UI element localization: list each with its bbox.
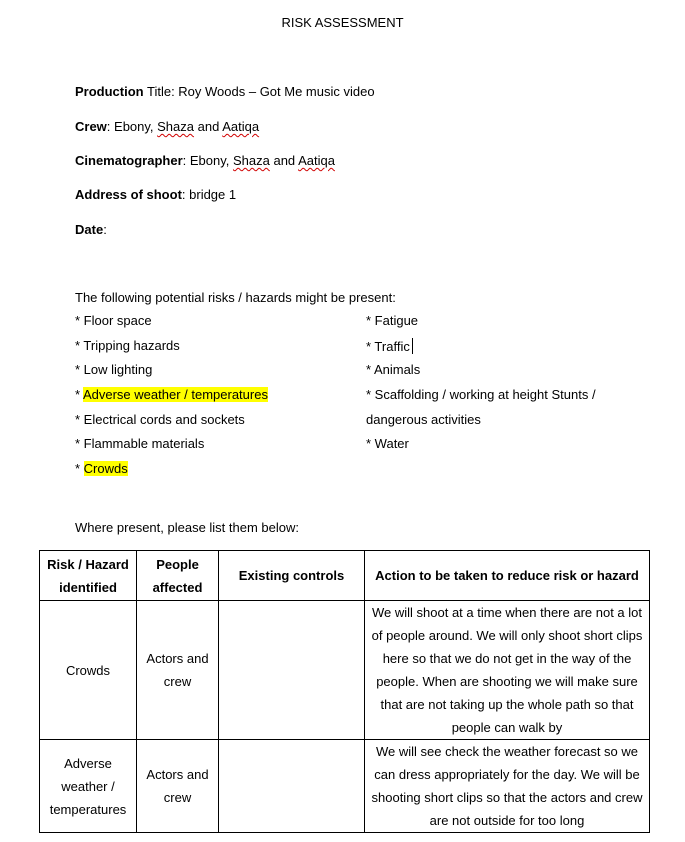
header-risk: Risk / Hazard identified (40, 551, 137, 601)
date-field (75, 222, 107, 237)
crew-value-start: : Ebony, (106, 119, 158, 134)
cell-risk: Crowds (40, 601, 137, 740)
crew-name-shaza: Shaza (157, 119, 195, 134)
address-value: : bridge 1 (181, 187, 237, 202)
risk-item: * Scaffolding / working at height Stunts / (366, 387, 596, 402)
crew-and: and (194, 119, 223, 134)
production-field (75, 84, 375, 99)
crew-field (75, 119, 259, 134)
table-row (40, 740, 650, 833)
production-value: Title: Roy Woods – Got Me music video (143, 84, 375, 99)
risk-item-with-caret (366, 338, 413, 354)
table-header-row (40, 551, 650, 601)
cinematographer-field (75, 153, 335, 168)
header-controls: Existing controls (219, 551, 365, 601)
cinematographer-name-aatiqa: Aatiqa (298, 153, 335, 168)
list-prompt: Where present, please list them below: (75, 520, 299, 535)
risk-item: * Tripping hazards (75, 338, 180, 353)
risk-bullet: * (75, 387, 83, 402)
date-label: Date (75, 222, 104, 237)
address-label: Address of shoot (75, 187, 182, 202)
risk-text: * Traffic (366, 339, 410, 354)
risk-item: * Low lighting (75, 362, 153, 377)
document-title: RISK ASSESSMENT (281, 15, 404, 30)
production-label: Production (75, 84, 144, 99)
risk-item: * Water (366, 436, 409, 451)
crew-label: Crew (75, 119, 107, 134)
cell-controls (219, 601, 365, 740)
table-row (40, 601, 650, 740)
cell-action: We will see check the weather forecast so we can dress appropriately for the day. We will be shooting short clips so that the actors and crew are not outside for too long (365, 740, 650, 833)
crew-name-aatiqa: Aatiqa (222, 119, 260, 134)
risk-item: * Fatigue (366, 313, 419, 328)
risks-intro: The following potential risks / hazards might be present: (75, 290, 396, 305)
highlighted-risk-text: Crowds (83, 461, 128, 476)
risk-item: dangerous activities (366, 412, 481, 427)
cinematographer-label: Cinematographer (75, 153, 183, 168)
address-field (75, 187, 236, 202)
risk-item-highlighted (75, 461, 128, 476)
cinematographer-name-shaza: Shaza (232, 153, 270, 168)
risk-bullet: * (75, 461, 84, 476)
cell-risk: Adverse weather / temperatures (40, 740, 137, 833)
cinematographer-and: and (269, 153, 299, 168)
cinematographer-value-start: : Ebony, (182, 153, 233, 168)
risk-table (39, 550, 650, 833)
cell-action: We will shoot at a time when there are not a lot of people around. We will only shoot short clips here so that we do not get in the way of the people. When are shooting we will make sure that are not taking up the whole path so that people can walk by (365, 601, 650, 740)
cell-controls (219, 740, 365, 833)
risk-item: * Animals (366, 362, 421, 377)
cell-people: Actors and crew (137, 601, 219, 740)
header-people: People affected (137, 551, 219, 601)
header-action: Action to be taken to reduce risk or hazard (365, 551, 650, 601)
cell-people: Actors and crew (137, 740, 219, 833)
risk-item: * Electrical cords and sockets (75, 412, 245, 427)
risk-item: * Flammable materials (75, 436, 205, 451)
risk-item-highlighted (75, 387, 268, 402)
risk-item: * Floor space (75, 313, 152, 328)
highlighted-risk-text: Adverse weather / temperatures (82, 387, 268, 402)
text-cursor (412, 338, 413, 354)
date-value: : (103, 222, 107, 237)
